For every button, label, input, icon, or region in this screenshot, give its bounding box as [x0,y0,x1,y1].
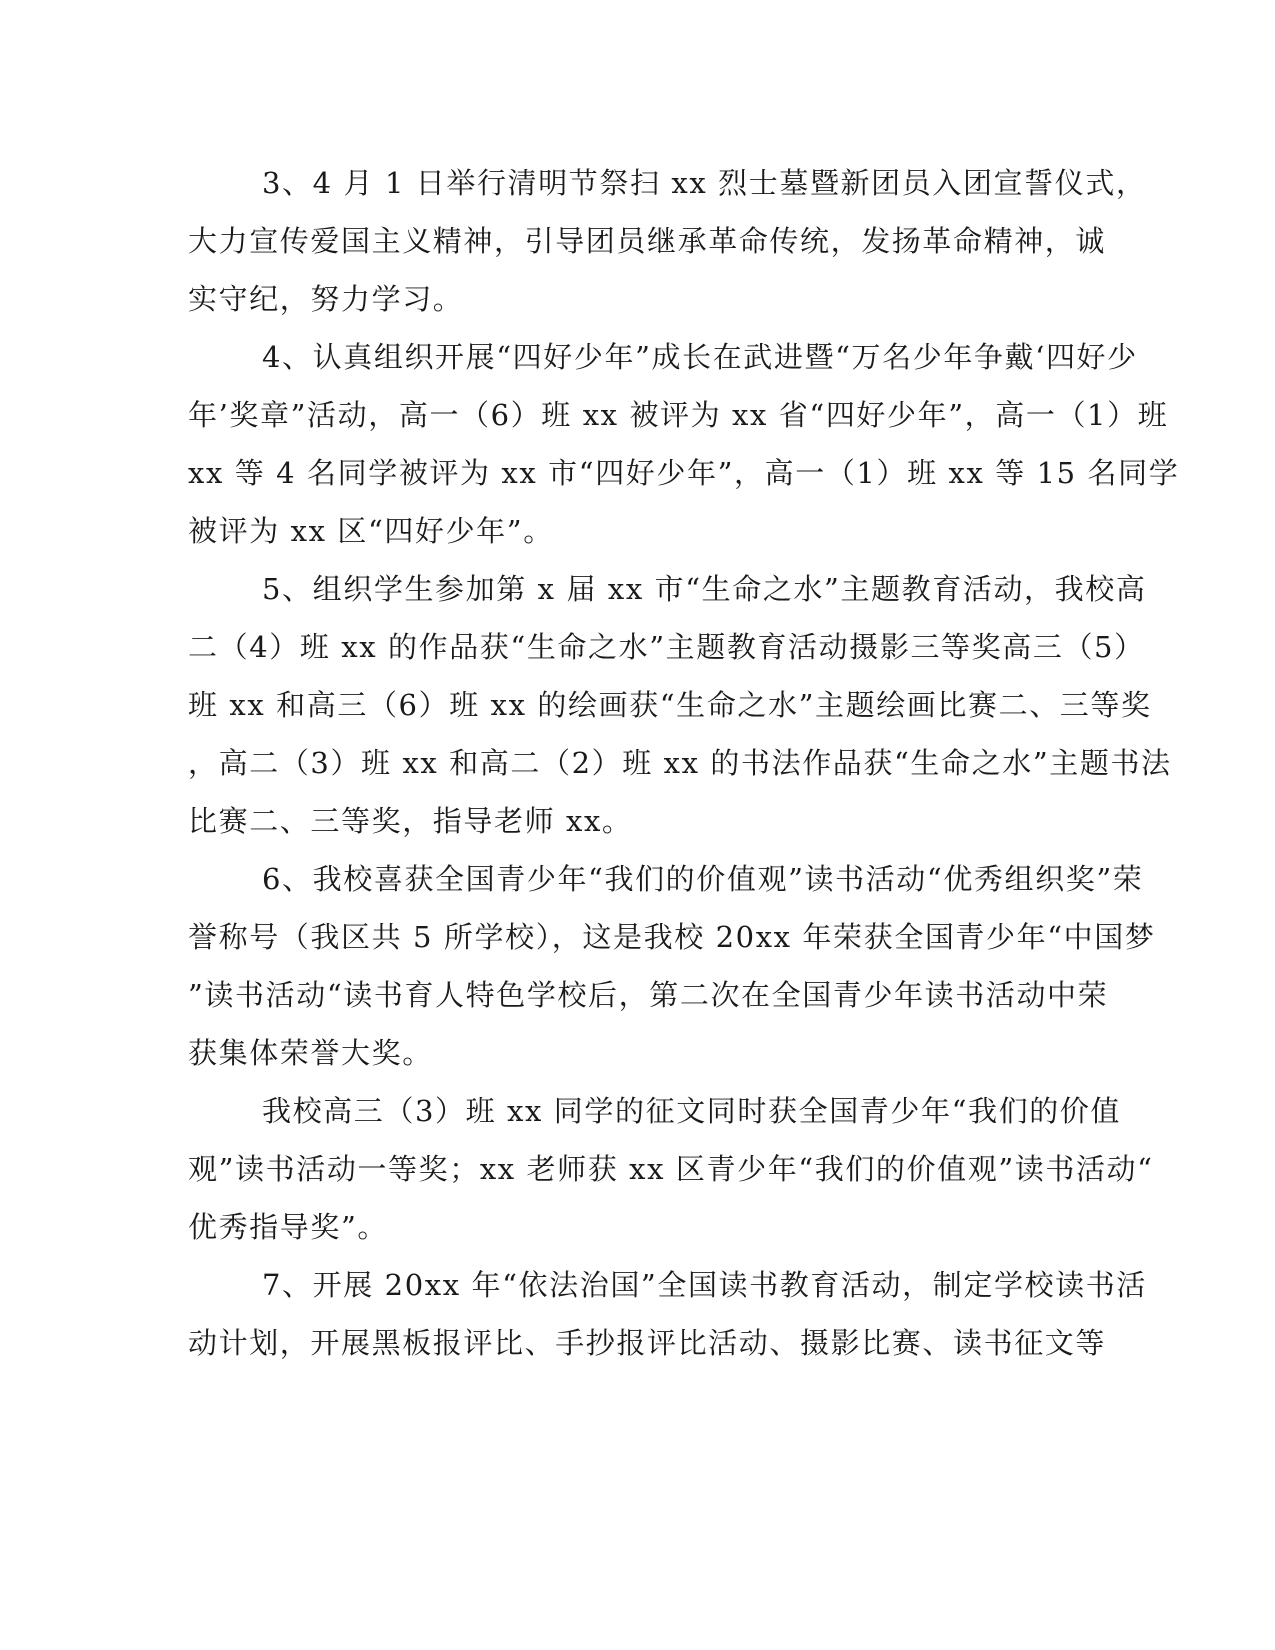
paragraph-4-line-3: xx 等 4 名同学被评为 xx 市“四好少年”，高一（1）班 xx 等 15 名同学 [188,456,1180,490]
paragraph-7-line-1: 7、开展 20xx 年“依法治国”全国读书教育活动，制定学校读书活 [262,1268,1147,1302]
paragraph-5-line-4: ，高二（3）班 xx 和高二（2）班 xx 的书法作品获“生命之水”主题书法 [188,746,1172,780]
paragraph-6-line-1: 6、我校喜获全国青少年“我们的价值观”读书活动“优秀组织奖”荣 [262,862,1144,896]
paragraph-3-line-3: 实守纪，努力学习。 [188,282,464,316]
paragraph-6-line-4: 获集体荣誉大奖。 [188,1036,433,1070]
paragraph-extra-line-1: 我校高三（3）班 xx 同学的征文同时获全国青少年“我们的价值 [262,1094,1122,1128]
paragraph-4-line-2: 年’奖章”活动，高一（6）班 xx 被评为 xx 省“四好少年”，高一（1）班 [188,398,1169,432]
paragraph-4-line-1: 4、认真组织开展“四好少年”成长在武进暨“万名少年争戴‘四好少 [262,340,1138,374]
paragraph-3-line-1: 3、4 月 1 日举行清明节祭扫 xx 烈士墓暨新团员入团宣誓仪式， [262,166,1147,200]
paragraph-extra-line-2: 观”读书活动一等奖；xx 老师获 xx 区青少年“我们的价值观”读书活动“ [188,1152,1154,1186]
paragraph-6-line-2: 誉称号（我区共 5 所学校），这是我校 20xx 年荣获全国青少年“中国梦 [188,920,1156,954]
paragraph-3-line-2: 大力宣传爱国主义精神，引导团员继承革命传统，发扬革命精神，诚 [188,224,1107,258]
paragraph-5-line-2: 二（4）班 xx 的作品获“生命之水”主题教育活动摄影三等奖高三（5） [188,630,1145,664]
paragraph-7-line-2: 动计划，开展黑板报评比、手抄报评比活动、摄影比赛、读书征文等 [188,1326,1107,1360]
paragraph-5-line-1: 5、组织学生参加第 x 届 xx 市“生命之水”主题教育活动，我校高 [262,572,1147,606]
paragraph-5-line-3: 班 xx 和高三（6）班 xx 的绘画获“生命之水”主题绘画比赛二、三等奖 [188,688,1152,722]
paragraph-5-line-5: 比赛二、三等奖，指导老师 xx。 [188,804,633,838]
paragraph-extra-line-3: 优秀指导奖”。 [188,1210,389,1244]
paragraph-4-line-4: 被评为 xx 区“四好少年”。 [188,514,554,548]
paragraph-6-line-3: ”读书活动“读书育人特色学校后，第二次在全国青少年读书活动中荣 [188,978,1109,1012]
